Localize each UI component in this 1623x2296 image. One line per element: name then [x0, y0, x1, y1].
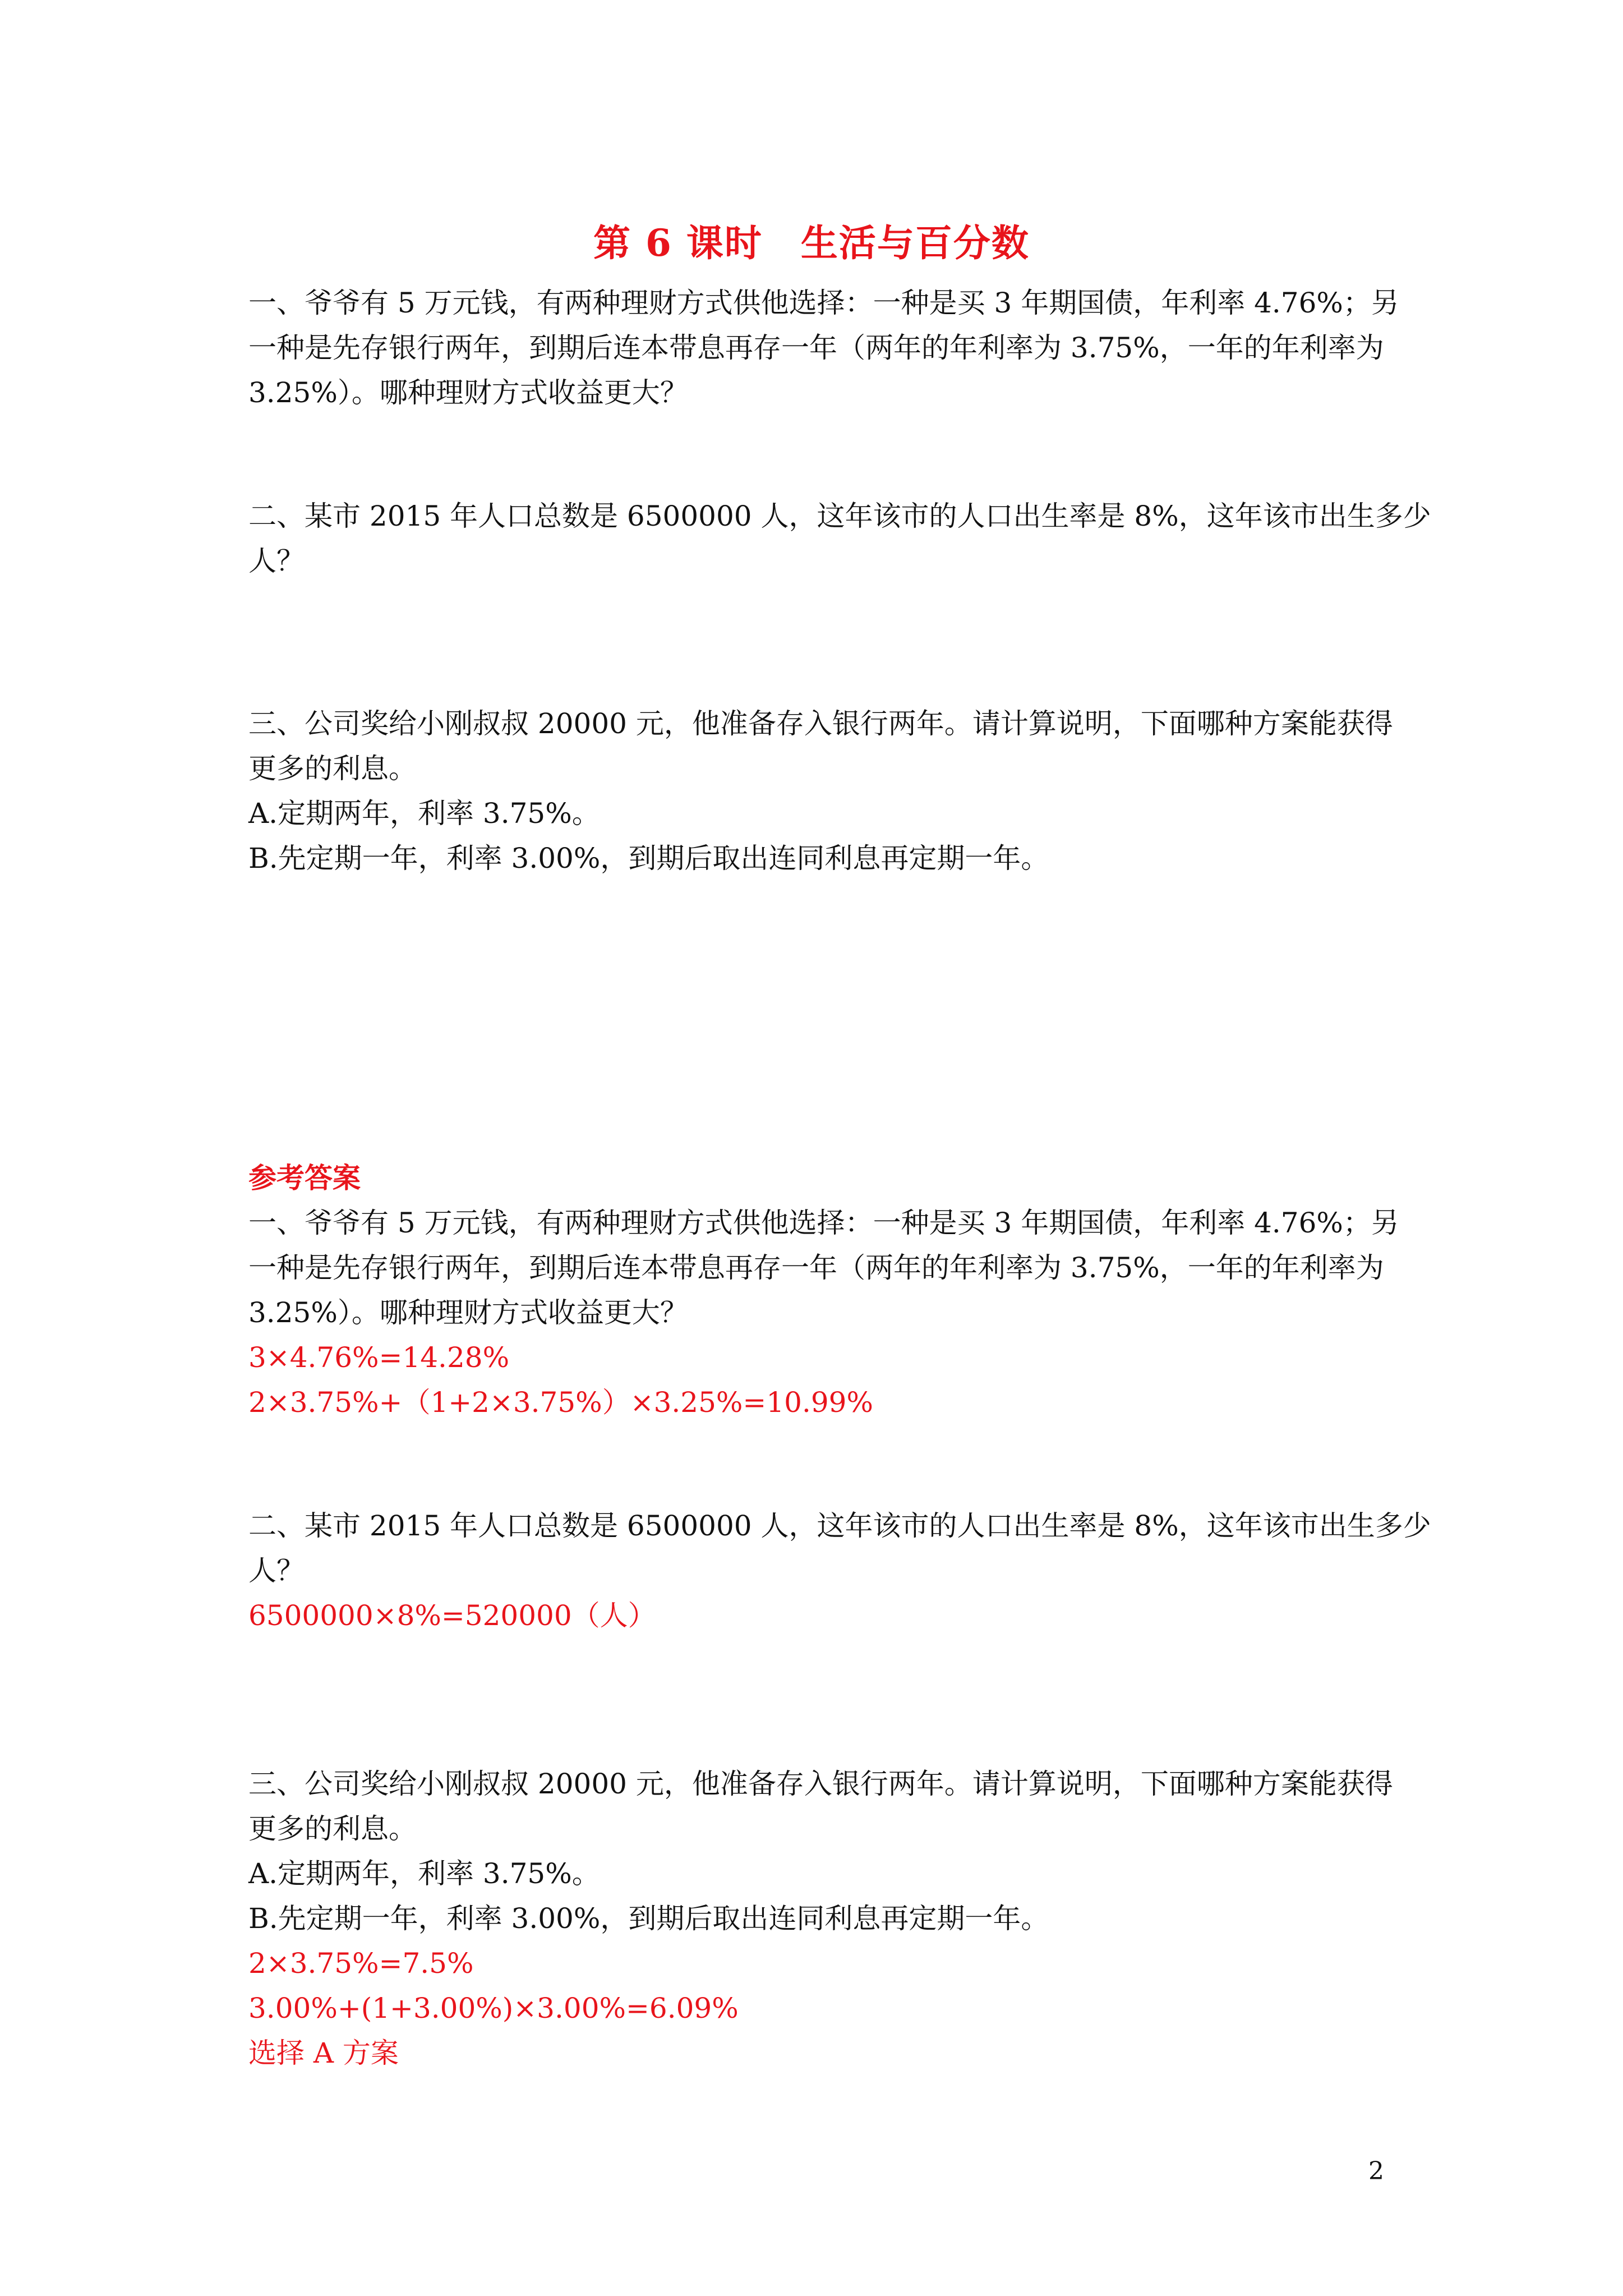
page-number: 2: [1368, 2157, 1384, 2185]
answer-3-conclusion: 选择 A 方案: [248, 2037, 399, 2069]
question-3-option-a: A.定期两年，利率 3.75%。: [248, 797, 600, 830]
question-2-line: 人？: [248, 545, 305, 577]
question-3-line: 三、公司奖给小刚叔叔 20000 元，他准备存入银行两年。请计算说明，下面哪种方案能获得: [248, 707, 1393, 740]
answer-3-option-a: A.定期两年，利率 3.75%。: [248, 1857, 600, 1890]
answer-2-solution-line: 6500000×8%=520000（人）: [248, 1599, 656, 1632]
question-2-line: 二、某市 2015 年人口总数是 6500000 人，这年该市的人口出生率是 8%，这年该市出生多少: [248, 500, 1431, 532]
answer-2: [248, 1503, 1431, 1638]
answers-heading: 参考答案: [248, 1161, 361, 1194]
answer-3-solution-line: 3.00%+(1+3.00%)×3.00%=6.09%: [248, 1992, 739, 2024]
question-3: [248, 701, 1393, 881]
question-1-line: 一、爷爷有 5 万元钱，有两种理财方式供他选择：一种是买 3 年期国债，年利率 4.76%；另: [248, 287, 1399, 319]
question-1-line: 一种是先存银行两年，到期后连本带息再存一年（两年的年利率为 3.75%，一年的年利率为: [248, 332, 1384, 364]
answer-2-question-line: 二、某市 2015 年人口总数是 6500000 人，这年该市的人口出生率是 8%，这年该市出生多少: [248, 1510, 1431, 1542]
answer-1-solution-line: 2×3.75%+（1+2×3.75%）×3.25%=10.99%: [248, 1386, 873, 1419]
question-3-line: 更多的利息。: [248, 752, 417, 785]
question-1-line: 3.25%）。哪种理财方式收益更大？: [248, 376, 688, 409]
question-3-option-b: B.先定期一年，利率 3.00%，到期后取出连同利息再定期一年。: [248, 842, 1049, 875]
answer-2-question-line: 人？: [248, 1554, 305, 1587]
answer-3-option-b: B.先定期一年，利率 3.00%，到期后取出连同利息再定期一年。: [248, 1902, 1049, 1935]
answer-1: [248, 1200, 1399, 1425]
question-1: [248, 280, 1399, 415]
answer-3-question-line: 三、公司奖给小刚叔叔 20000 元，他准备存入银行两年。请计算说明，下面哪种方案能获得: [248, 1768, 1393, 1800]
answer-1-question-line: 一种是先存银行两年，到期后连本带息再存一年（两年的年利率为 3.75%，一年的年利率为: [248, 1251, 1384, 1284]
answer-3: [248, 1761, 1393, 2076]
page-title: 第 6 课时 生活与百分数: [593, 221, 1030, 265]
answer-1-question-line: 3.25%）。哪种理财方式收益更大？: [248, 1296, 688, 1329]
answer-3-solution-line: 2×3.75%=7.5%: [248, 1947, 474, 1980]
answer-1-solution-line: 3×4.76%=14.28%: [248, 1341, 510, 1374]
answer-3-question-line: 更多的利息。: [248, 1812, 417, 1845]
answer-1-question-line: 一、爷爷有 5 万元钱，有两种理财方式供他选择：一种是买 3 年期国债，年利率 4.76%；另: [248, 1207, 1399, 1239]
question-2: [248, 494, 1431, 583]
